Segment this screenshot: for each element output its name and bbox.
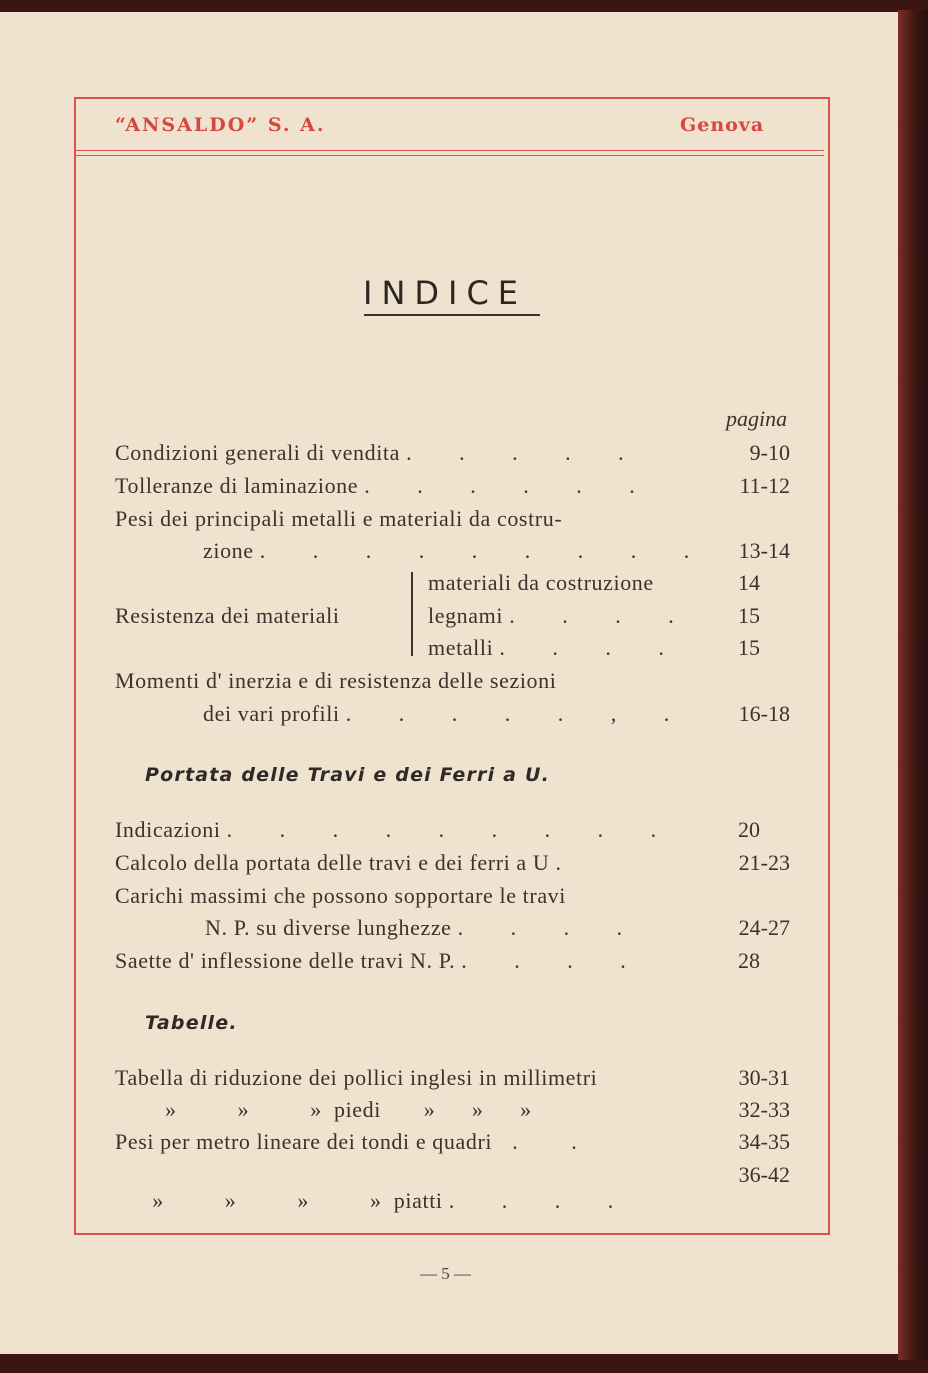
toc-entry-cont: zione . . . . . . . . . bbox=[203, 538, 711, 563]
toc-subentry: metalli . . . . bbox=[428, 635, 685, 660]
book-edge bbox=[898, 10, 928, 1360]
toc-entry: » » » piedi » » » bbox=[165, 1097, 532, 1122]
toc-page: 15 bbox=[738, 603, 760, 628]
toc-entry: Tabella di riduzione dei pollici inglesi in millimetri bbox=[115, 1065, 598, 1090]
toc-entry: Pesi per metro lineare dei tondi e quadri . . bbox=[115, 1129, 601, 1154]
toc-entry: Pesi dei principali metalli e materiali da costru- bbox=[115, 506, 563, 531]
toc-entry: Carichi massimi che possono sopportare le travi bbox=[115, 883, 566, 908]
toc-page: 20 bbox=[738, 817, 760, 842]
toc-entry: » » » » piatti . . . . bbox=[152, 1188, 635, 1213]
toc-group-label: Resistenza dei materiali bbox=[115, 603, 340, 628]
toc-page: 9-10 bbox=[749, 440, 790, 465]
page-column-heading: pagina bbox=[726, 406, 788, 431]
toc-entry-cont: N. P. su diverse lunghezze . . . . bbox=[205, 915, 644, 940]
city-name: Genova bbox=[680, 114, 765, 136]
toc-page: 15 bbox=[738, 635, 760, 660]
page-number: — 5 — bbox=[420, 1264, 471, 1283]
toc-page: 34-35 bbox=[738, 1129, 790, 1154]
toc-entry: Tolleranze di laminazione . . . . . . bbox=[115, 473, 656, 498]
title-underline bbox=[364, 314, 540, 316]
toc-page: 24-27 bbox=[738, 915, 790, 940]
toc-page: 36-42 bbox=[738, 1162, 790, 1187]
toc-page: 16-18 bbox=[738, 701, 790, 726]
page-title: INDICE bbox=[363, 274, 528, 312]
toc-entry: Saette d' inflessione delle travi N. P. . . . . bbox=[115, 948, 647, 973]
header-rule bbox=[76, 150, 824, 151]
toc-page: 13-14 bbox=[738, 538, 790, 563]
toc-entry: Momenti d' inerzia e di resistenza delle sezioni bbox=[115, 668, 557, 693]
toc-page: 21-23 bbox=[738, 850, 790, 875]
group-brace bbox=[411, 572, 413, 656]
toc-page: 28 bbox=[738, 948, 760, 973]
header-rule-2 bbox=[76, 155, 824, 156]
toc-entry: Condizioni generali di vendita . . . . . bbox=[115, 440, 645, 465]
toc-subentry: legnami . . . . bbox=[428, 603, 695, 628]
section-heading-tabelle: Tabelle. bbox=[145, 1012, 238, 1034]
toc-entry: Calcolo della portata delle travi e dei ferri a U . bbox=[115, 850, 562, 875]
toc-page: 14 bbox=[738, 570, 760, 595]
toc-entry-cont: dei vari profili . . . . . , . bbox=[203, 701, 691, 726]
section-heading-portata: Portata delle Travi e dei Ferri a U. bbox=[145, 764, 551, 786]
toc-page: 11-12 bbox=[739, 473, 790, 498]
toc-entry: Indicazioni . . . . . . . . . bbox=[115, 817, 678, 842]
company-name: “ANSALDO” S. A. bbox=[115, 114, 326, 136]
toc-page: 32-33 bbox=[738, 1097, 790, 1122]
toc-subentry: materiali da costruzione bbox=[428, 570, 654, 595]
toc-page: 30-31 bbox=[738, 1065, 790, 1090]
